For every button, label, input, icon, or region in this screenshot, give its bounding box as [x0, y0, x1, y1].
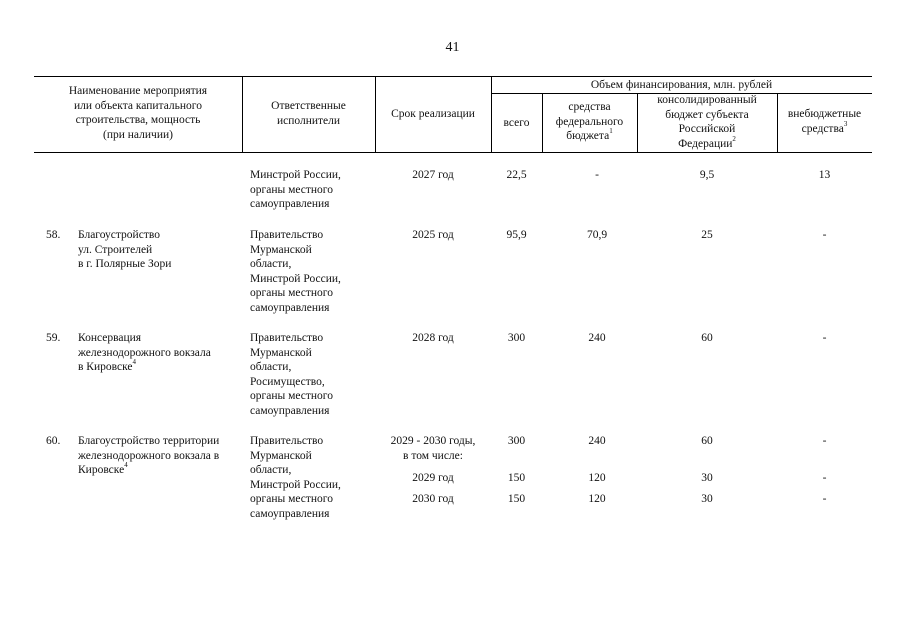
row-60-responsible: Правительство Мурманской области, Минстрой России, органы местного самоуправления [250, 435, 341, 520]
row-58-name: Благоустройство ул. Строителей в г. Полярные Зори [78, 229, 172, 270]
row-60-2029-total: 150 [507, 472, 526, 484]
row-58-total: 95,9 [506, 229, 527, 241]
row-59-responsible: Правительство Мурманской области, Росимущество, органы местного самоуправления [250, 332, 333, 417]
row-60-regional: 60 [701, 435, 713, 447]
row-59-regional: 60 [701, 332, 713, 344]
row-continuation-term: 2027 год [412, 169, 454, 181]
row-59-number: 59. [46, 332, 61, 344]
row-59-term: 2028 год [412, 332, 454, 344]
row-60-2029-regional: 30 [701, 472, 713, 484]
header-federal: средства федерального бюджета$^1$ [555, 101, 624, 142]
row-continuation-responsible: Минстрой России, органы местного самоуправления [250, 169, 341, 210]
row-continuation-federal: - [595, 169, 599, 181]
row-58-extra: - [822, 229, 827, 241]
row-59-federal: 240 [588, 332, 606, 344]
row-58-term: 2025 год [412, 229, 454, 241]
row-60-2030-total: 150 [507, 493, 526, 505]
header-term: Срок реализации [391, 108, 475, 120]
row-60-2030-term: 2030 год [412, 493, 454, 505]
row-58-responsible: Правительство Мурманской области, Минстрой России, органы местного самоуправления [250, 229, 341, 314]
row-60-2030-federal: 120 [588, 493, 606, 505]
row-60-term: 2029 - 2030 годы, в том числе: [390, 435, 476, 462]
row-60-2029-federal: 120 [588, 472, 606, 484]
header-name: Наименование мероприятия или объекта капитального строительства, мощность (при наличии) [68, 85, 208, 141]
row-continuation-extra: 13 [818, 169, 831, 181]
row-59-total: 300 [507, 332, 526, 344]
row-60-extra: - [822, 435, 827, 447]
row-59-extra: - [822, 332, 827, 344]
header-regional: консолидированный бюджет субъекта Российской Федерации$^2$ [657, 94, 757, 150]
row-58-regional: 25 [701, 229, 713, 241]
row-60-2030-regional: 30 [701, 493, 713, 505]
header-funding: Объем финансирования, млн. рублей [590, 79, 773, 91]
row-59-name: Консервация железнодорожного вокзала в Кировске$^4$ [78, 332, 211, 373]
page-number: 41 [445, 40, 460, 55]
header-total: всего [503, 117, 530, 129]
row-60-total: 300 [507, 435, 526, 447]
row-60-number: 60. [46, 435, 61, 447]
row-60-2029-extra: - [822, 472, 827, 484]
row-60-2030-extra: - [822, 493, 827, 505]
row-60-2029-term: 2029 год [412, 472, 454, 484]
header-responsible: Ответственные исполнители [271, 100, 346, 127]
row-58-federal: 70,9 [586, 229, 608, 241]
header-bottom-border [34, 152, 872, 153]
row-58-number: 58. [46, 229, 61, 241]
row-60-name: Благоустройство территории железнодорожного вокзала в Кировске$^4$ [78, 435, 220, 476]
row-60-federal: 240 [588, 435, 606, 447]
table-top-border [34, 76, 872, 77]
row-continuation-total: 22,5 [506, 169, 527, 181]
header-extra: внебюджетные средства$^3$ [787, 108, 862, 135]
row-continuation-regional: 9,5 [699, 169, 715, 181]
